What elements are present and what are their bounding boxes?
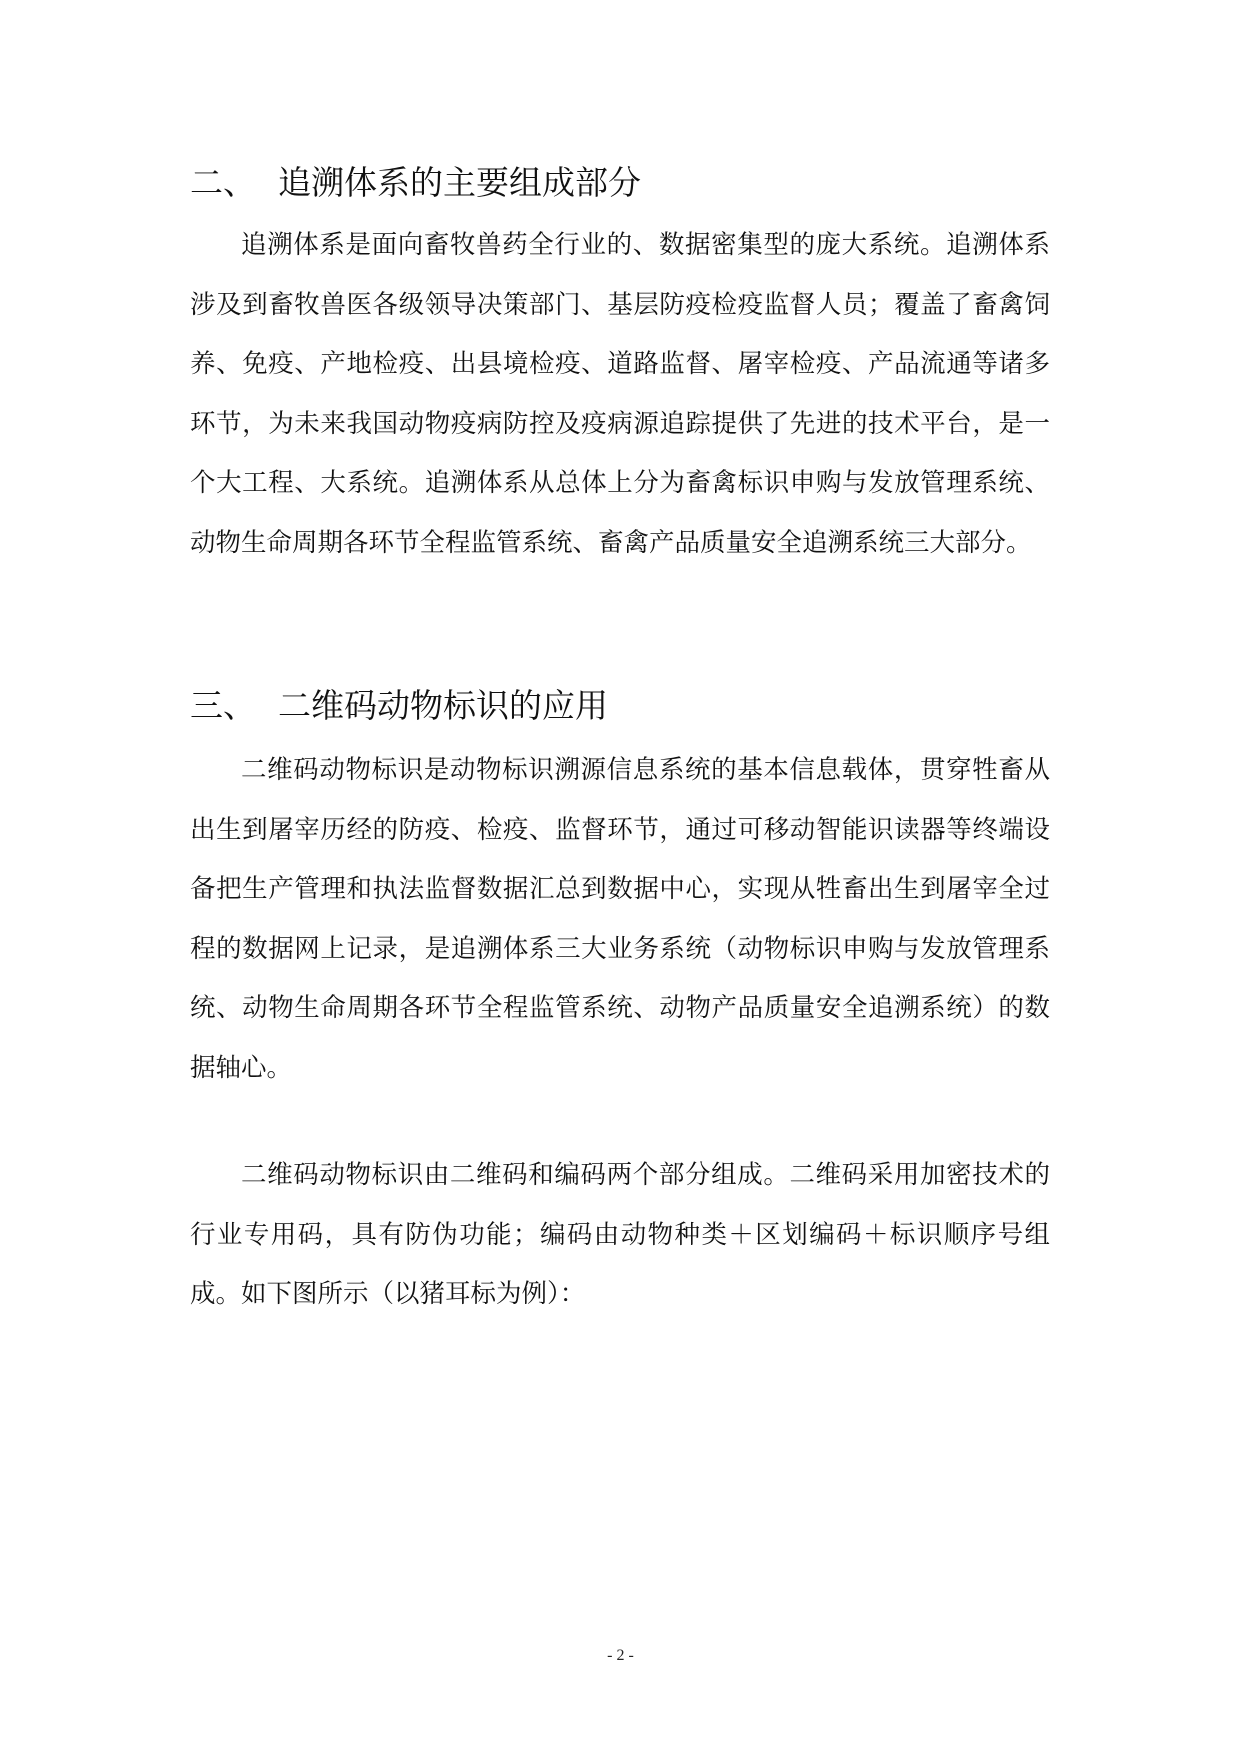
paragraph: 二维码动物标识是动物标识溯源信息系统的基本信息载体，贯穿牲畜从出生到屠宰历经的防疫、检疫、监督环节，通过可移动智能识读器等终端设备把生产管理和执法监督数据汇总到数据中心，实现从牲畜出生到屠宰全过程的数据网上记录，是追溯体系三大业务系统（动物标识申购与发放管理系统、动物生命周期各环节全程监管系统、动物产品质量安全追溯系统）的数据轴心。: [190, 755, 1050, 1083]
section-number: 三、: [190, 686, 256, 725]
paragraph: 二维码动物标识由二维码和编码两个部分组成。二维码采用加密技术的行业专用码，具有防伪功能；编码由动物种类＋区划编码＋标识顺序号组成。如下图所示（以猪耳标为例）：: [190, 1160, 1050, 1309]
paragraph: 追溯体系是面向畜牧兽药全行业的、数据密集型的庞大系统。追溯体系涉及到畜牧兽医各级领导决策部门、基层防疫检疫监督人员；覆盖了畜禽饲养、免疫、产地检疫、出县境检疫、道路监督、屠宰检疫、产品流通等诸多环节，为未来我国动物疫病防控及疫病源追踪提供了先进的技术平台，是一个大工程、大系统。追溯体系从总体上分为畜禽标识申购与发放管理系统、动物生命周期各环节全程监管系统、畜禽产品质量安全追溯系统三大部分。: [190, 230, 1050, 558]
section-heading-3: [190, 686, 608, 726]
section-title: 二维码动物标识的应用: [278, 686, 608, 725]
section-number: 二、: [190, 163, 256, 202]
page-number: - 2 -: [607, 1647, 634, 1664]
section-title: 追溯体系的主要组成部分: [278, 163, 641, 202]
section-heading-2: [190, 163, 641, 203]
